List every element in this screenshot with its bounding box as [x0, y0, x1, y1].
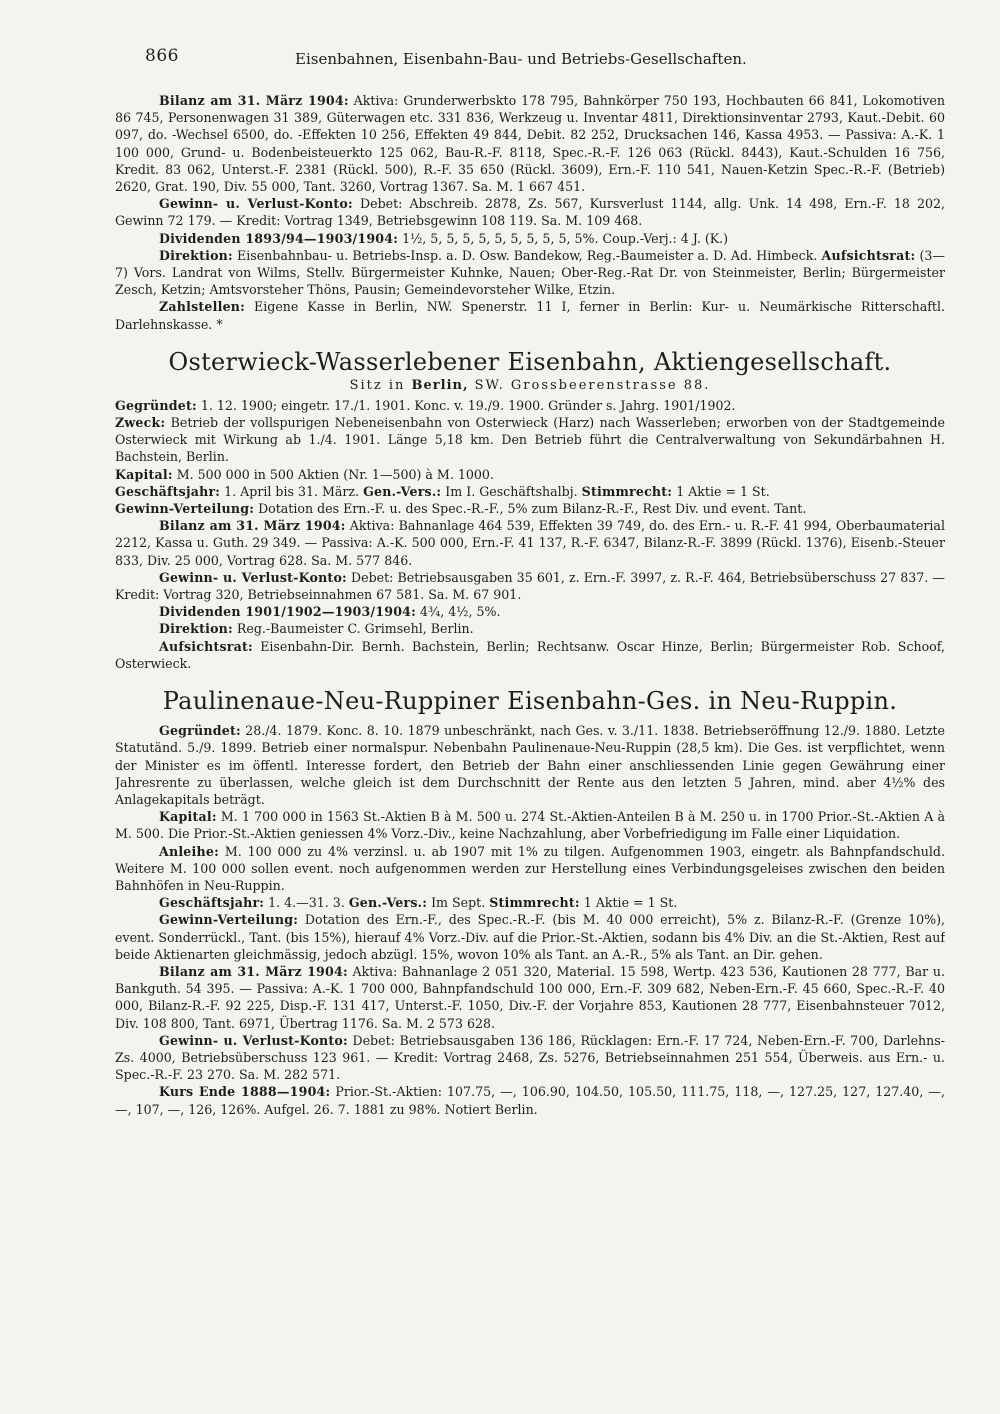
geschaeftsjahr-text: 1. April bis 31. März.	[224, 483, 360, 499]
kapital-label: Kapital:	[159, 809, 217, 825]
gewinn-verteilung-label: Gewinn-Verteilung:	[115, 501, 255, 517]
gewinn-paragraph	[115, 569, 945, 603]
geschaeftsjahr-text: 1. 4.—31. 3.	[268, 895, 345, 911]
kurs-text: Prior.-St.-Aktien: 107.75, —, 106.90, 104.50, 105.50, 111.75, 118, —, 127.25, 127, 127.40, —, —, 107, —, 126, 126%. Aufgel. 26. 7. 1881 zu 98%. Notiert Berlin.	[115, 1084, 945, 1117]
gegruendet-label: Gegründet:	[159, 723, 241, 739]
genvers-text: Im I. Geschäftshalbj.	[445, 483, 578, 499]
zweck-paragraph	[115, 414, 945, 466]
direktion-text: Reg.-Baumeister C. Grimsehl, Berlin.	[236, 621, 474, 637]
gewinn-paragraph	[115, 1032, 945, 1084]
direktion-label: Direktion:	[159, 621, 233, 637]
kapital-paragraph	[115, 808, 945, 842]
kurs-label: Kurs Ende 1888—1904:	[159, 1084, 331, 1100]
stimmrecht-text: 1 Aktie = 1 St.	[676, 483, 770, 499]
dividenden-paragraph	[115, 230, 945, 247]
direktion-text: Eisenbahnbau- u. Betriebs-Insp. a. D. Osw. Bandekow, Reg.-Baumeister a. D. Ad. Himbeck.	[237, 247, 818, 263]
dividenden-text: 4¾, 4½, 5%.	[420, 604, 501, 620]
page-number: 866	[145, 46, 179, 66]
stimmrecht-label: Stimmrecht:	[581, 483, 673, 499]
gewinn-label: Gewinn- u. Verlust-Konto:	[159, 196, 353, 212]
anleihe-label: Anleihe:	[159, 843, 219, 859]
anleihe-text: M. 100 000 zu 4% verzinsl. u. ab 1907 mit 1% zu tilgen. Aufgenommen 1903, eingetr. als Bahnpfandschuld. Weitere M. 100 000 sollen event. noch aufgenommen werden zur Herstellung eines Verbindungsgeleises zwischen den beiden Bahnhöfen in Neu-Ruppin.	[115, 843, 945, 893]
bilanz-label: Bilanz am 31. März 1904:	[159, 963, 348, 979]
dividenden-paragraph	[115, 603, 945, 620]
bilanz-text: Aktiva: Bahnanlage 464 539, Effekten 39 749, do. des Ern.- u. R.-F. 41 994, Oberbaumaterial 2212, Kassa u. Guth. 29 349. — Passiva: A.-K. 500 000, Ern.-F. 41 137, R.-F. 6347, Bilanz-R.-F. 3899 (Rückl. 1376), Eisenb.-Steuer 833, Div. 25 000, Vortrag 628. Sa. M. 577 846.	[115, 518, 945, 568]
zahlstellen-text: Eigene Kasse in Berlin, NW. Spenerstr. 11 I, ferner in Berlin: Kur- u. Neumärkische Ritterschaftl. Darlehnskasse. *	[115, 299, 945, 332]
geschaeftsjahr-label: Geschäftsjahr:	[159, 895, 265, 911]
aufsichtsrat-text: (3—7) Vors. Landrat von Wilms, Stellv. Bürgermeister Kuhnke, Nauen; Ober-Reg.-Rat Dr. von Steinmeister, Berlin; Bürgermeister Zesch, Ketzin; Amtsvorsteher Thöns, Pausin; Gemeindevorsteher Wilke, Etzin.	[115, 247, 945, 298]
gewinn-text: Debet: Betriebsausgaben 35 601, z. Ern.-F. 3997, z. R.-F. 464, Betriebsüberschuss 27 837. — Kredit: Vortrag 320, Betriebseinnahmen 67 581. Sa. M. 67 901.	[115, 569, 945, 603]
company-seat	[115, 377, 945, 395]
gegruendet-label: Gegründet:	[115, 397, 197, 413]
seat-address: SW. Grossbeerenstrasse 88.	[474, 377, 711, 393]
zweck-text: Betrieb der vollspurigen Nebeneisenbahn von Osterwieck (Harz) nach Wasserleben; erworben von der Stadtgemeinde Osterwieck mit Wirkung ab 1./4. 1901. Länge 5,18 km. Den Betrieb führt die Centralverwaltung von Sekundärbahnen H. Bachstein, Berlin.	[115, 415, 945, 465]
running-title: Eisenbahnen, Eisenbahn-Bau- und Betriebs-Gesellschaften.	[295, 50, 747, 68]
gewinn-verteilung-text: Dotation des Ern.-F. u. des Spec.-R.-F., 5% zum Bilanz-R.-F., Rest Div. und event. Tant.	[258, 501, 807, 517]
aufsichtsrat-label: Aufsichtsrat:	[821, 247, 916, 263]
bilanz-label: Bilanz am 31. März 1904:	[159, 518, 346, 534]
seat-prefix: Sitz in	[349, 377, 406, 393]
stimmrecht-text: 1 Aktie = 1 St.	[583, 895, 678, 911]
gewinn-paragraph	[115, 195, 945, 229]
gewinn-text: Debet: Abschreib. 2878, Zs. 567, Kursverlust 1144, allg. Unk. 14 498, Ern.-F. 18 202, Gewinn 72 179. — Kredit: Vortrag 1349, Betriebsgewinn 108 119. Sa. M. 109 468.	[115, 196, 945, 229]
geschaeftsjahr-paragraph	[115, 483, 945, 500]
section-previous-company	[115, 92, 945, 333]
company-title: Paulinenaue-Neu-Ruppiner Eisenbahn-Ges. in Neu-Ruppin.	[162, 687, 898, 716]
gewinn-text: Debet: Betriebsausgaben 136 186, Rücklagen: Ern.-F. 17 724, Neben-Ern.-F. 700, Darlehns-Zs. 4000, Betriebsüberschuss 123 961. — Kredit: Vortrag 2468, Zs. 5276, Betriebseinnahmen 251 554, Überweis. aus Ern.- u. Spec.-R.-F. 23 270. Sa. M. 282 571.	[115, 1032, 945, 1083]
bilanz-text: Aktiva: Grunderwerbskto 178 795, Bahnkörper 750 193, Hochbauten 66 841, Lokomotiven 86 745, Personenwagen 31 389, Güterwagen etc. 331 836, Werkzeug u. Inventar 4811, Direktionsinventar 2793, Kaut.-Debit. 60 097, do. -Wechsel 6500, do. -Effekten 10 256, Effekten 49 844, Debit. 82 252, Drucksachen 146, Kassa 4953. — Passiva: A.-K. 1 100 000, Grund- u. Bodenbeisteuerkto 125 062, Bau-R.-F. 8118, Spec.-R.-F. 126 063 (Rückl. 8443), Kaut.-Schulden 16 756, Kredit. 83 062, Unterst.-F. 2381 (Rückl. 500), R.-F. 35 650 (Rückl. 3609), Ern.-F. 110 541, Nauen-Ketzin Spec.-R.-F. (Betrieb) 2620, Grat. 190, Div. 55 000, Tant. 3260, Vortrag 1367. Sa. M. 1 667 451.	[115, 93, 945, 195]
dividenden-label: Dividenden 1893/94—1903/1904:	[159, 230, 399, 246]
bilanz-paragraph	[115, 92, 945, 195]
dividenden-text: 1½, 5, 5, 5, 5, 5, 5, 5, 5, 5, 5%. Coup.-Verj.: 4 J. (K.)	[402, 230, 729, 246]
bilanz-label: Bilanz am 31. März 1904:	[159, 93, 349, 108]
aufsichtsrat-paragraph	[115, 638, 945, 672]
genvers-label: Gen.-Vers.:	[348, 895, 428, 911]
direktion-label: Direktion:	[159, 247, 233, 263]
page-header	[115, 40, 945, 74]
gegruendet-paragraph	[115, 722, 945, 808]
bilanz-paragraph	[115, 963, 945, 1032]
gewinn-label: Gewinn- u. Verlust-Konto:	[159, 1032, 348, 1048]
kapital-text: M. 1 700 000 in 1563 St.-Aktien B à M. 500 u. 274 St.-Aktien-Anteilen B à M. 250 u. in 1700 Prior.-St.-Aktien A à M. 500. Die Prior.-St.-Aktien geniessen 4% Vorz.-Div., keine Nachzahlung, aber Vorbefriedigung im Falle einer Liquidation.	[115, 809, 945, 842]
zahlstellen-paragraph	[115, 298, 945, 332]
bilanz-paragraph	[115, 517, 945, 569]
bilanz-text: Aktiva: Bahnanlage 2 051 320, Material. 15 598, Wertp. 423 536, Kautionen 28 777, Bar u. Bankguth. 54 395. — Passiva: A.-K. 1 700 000, Bahnpfandschuld 100 000, Ern.-F. 309 682, Neben-Ern.-F. 45 660, Spec.-R.-F. 40 000, Bilanz-R.-F. 92 225, Disp.-F. 131 417, Unterst.-F. 1050, Div.-F. der Vorjahre 853, Kautionen 28 777, Eisenbahnsteuer 7012, Div. 108 800, Tant. 6971, Übertrag 1176. Sa. M. 2 573 628.	[115, 963, 945, 1031]
kapital-label: Kapital:	[115, 466, 173, 482]
aufsichtsrat-label: Aufsichtsrat:	[159, 638, 253, 654]
section-osterwieck	[115, 347, 945, 672]
zweck-label: Zweck:	[115, 415, 166, 431]
document-page	[115, 40, 945, 1400]
seat-city: Berlin,	[411, 377, 469, 393]
section-paulinenaue	[115, 686, 945, 1118]
gewinn-verteilung-paragraph	[115, 911, 945, 963]
gegruendet-text: 1. 12. 1900; eingetr. 17./1. 1901. Konc. v. 19./9. 1900. Gründer s. Jahrg. 1901/1902.	[200, 397, 736, 413]
genvers-text: Im Sept.	[431, 895, 486, 911]
dividenden-label: Dividenden 1901/1902—1903/1904:	[159, 604, 416, 620]
kurs-paragraph	[115, 1083, 945, 1117]
genvers-label: Gen.-Vers.:	[363, 483, 442, 499]
geschaeftsjahr-label: Geschäftsjahr:	[115, 483, 221, 499]
direktion-paragraph	[115, 247, 945, 299]
gegruendet-text: 28./4. 1879. Konc. 8. 10. 1879 unbeschränkt, nach Ges. v. 3./11. 1838. Betriebseröffnung 12./9. 1880. Letzte Statutänd. 5./9. 1899. Betrieb einer normalspur. Nebenbahn Paulinenaue-Neu-Ruppin (28,5 km). Die Ges. ist verpflichtet, wenn der Minister es im öffentl. Interesse fordert, den Betrieb der Bahn einer anschliessenden Linie gegen Gewährung einer Jahresrente zu überlassen, welche gleich ist dem Durchschnitt der Rente aus den letzten 5 Jahren, mind. aber 4½% des Anlagekapitals beträgt.	[115, 723, 945, 807]
gewinn-verteilung-label: Gewinn-Verteilung:	[159, 912, 299, 928]
gewinn-verteilung-paragraph	[115, 500, 945, 517]
company-title: Osterwieck-Wasserlebener Eisenbahn, Aktiengesellschaft.	[168, 347, 892, 376]
kapital-text: M. 500 000 in 500 Aktien (Nr. 1—500) à M. 1000.	[176, 466, 494, 482]
zahlstellen-label: Zahlstellen:	[159, 299, 245, 315]
geschaeftsjahr-paragraph	[115, 894, 945, 911]
kapital-paragraph	[115, 466, 945, 483]
direktion-paragraph	[115, 620, 945, 637]
aufsichtsrat-text: Eisenbahn-Dir. Bernh. Bachstein, Berlin; Rechtsanw. Oscar Hinze, Berlin; Bürgermeister Rob. Schoof, Osterwieck.	[115, 638, 945, 671]
gewinn-verteilung-text: Dotation des Ern.-F., des Spec.-R.-F. (bis M. 40 000 erreicht), 5% z. Bilanz-R.-F. (Grenze 10%), event. Sonderrückl., Tant. (bis 15%), hierauf 4% Vorz.-Div. auf die Prior.-St.-Aktien, sodann bis 4% Div. an die St.-Aktien, Rest auf beide Aktienarten gleichmässig, jedoch abzügl. 15%, wovon 10% als Tant. an A.-R., 5% als Tant. an Dir. gehen.	[115, 912, 945, 962]
gewinn-label: Gewinn- u. Verlust-Konto:	[159, 569, 347, 585]
gegruendet-paragraph	[115, 397, 945, 414]
stimmrecht-label: Stimmrecht:	[489, 895, 580, 911]
anleihe-paragraph	[115, 843, 945, 895]
